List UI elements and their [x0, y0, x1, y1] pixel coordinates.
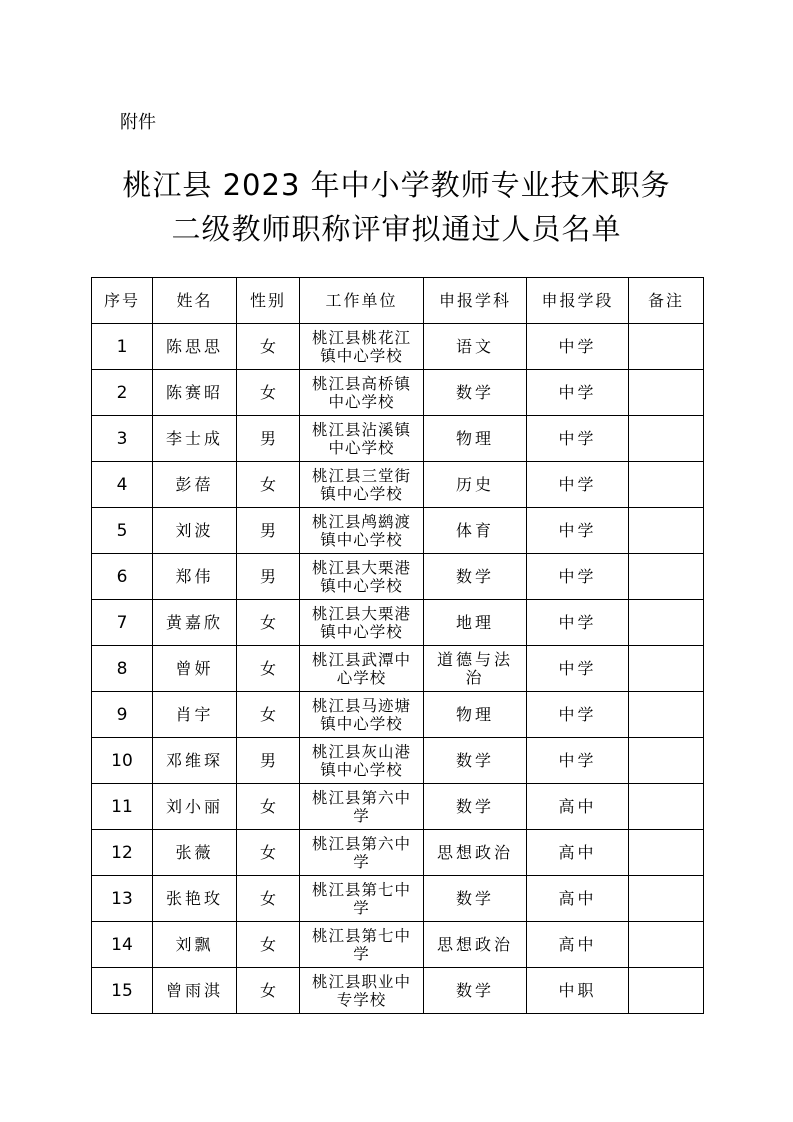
- table-row: [92, 646, 704, 692]
- cell-name: 张薇: [153, 830, 237, 876]
- cell-gender: 男: [237, 508, 300, 554]
- cell-note: [629, 600, 704, 646]
- table-row: [92, 554, 704, 600]
- cell-level: 中学: [527, 370, 629, 416]
- cell-gender: 女: [237, 646, 300, 692]
- cell-level: 中学: [527, 416, 629, 462]
- cell-number: 11: [92, 784, 153, 830]
- cell-name: 彭蓓: [153, 462, 237, 508]
- cell-work-unit: 桃江县第六中学: [300, 830, 424, 876]
- cell-name: 郑伟: [153, 554, 237, 600]
- cell-number: 7: [92, 600, 153, 646]
- cell-name: 刘小丽: [153, 784, 237, 830]
- cell-note: [629, 508, 704, 554]
- cell-work-unit: 桃江县高桥镇中心学校: [300, 370, 424, 416]
- cell-note: [629, 830, 704, 876]
- cell-note: [629, 462, 704, 508]
- attachment-label: 附件: [120, 112, 156, 133]
- cell-name: 邓维琛: [153, 738, 237, 784]
- cell-number: 1: [92, 324, 153, 370]
- cell-name: 陈赛昭: [153, 370, 237, 416]
- cell-gender: 女: [237, 692, 300, 738]
- cell-number: 5: [92, 508, 153, 554]
- cell-work-unit: 桃江县武潭中心学校: [300, 646, 424, 692]
- cell-note: [629, 370, 704, 416]
- cell-gender: 女: [237, 462, 300, 508]
- cell-subject: 数学: [424, 876, 527, 922]
- cell-subject: 道德与法治: [424, 646, 527, 692]
- cell-level: 中职: [527, 968, 629, 1014]
- cell-note: [629, 554, 704, 600]
- table-row: [92, 784, 704, 830]
- header-cell: 工作单位: [300, 278, 424, 324]
- cell-gender: 女: [237, 324, 300, 370]
- cell-work-unit: 桃江县沾溪镇中心学校: [300, 416, 424, 462]
- cell-subject: 地理: [424, 600, 527, 646]
- header-cell: 申报学段: [527, 278, 629, 324]
- cell-gender: 女: [237, 370, 300, 416]
- cell-number: 15: [92, 968, 153, 1014]
- cell-gender: 女: [237, 968, 300, 1014]
- candidate-table: [91, 277, 704, 1014]
- cell-subject: 数学: [424, 784, 527, 830]
- cell-subject: 体育: [424, 508, 527, 554]
- cell-note: [629, 738, 704, 784]
- cell-number: 9: [92, 692, 153, 738]
- cell-gender: 男: [237, 554, 300, 600]
- header-cell: 姓名: [153, 278, 237, 324]
- table-row: [92, 738, 704, 784]
- table-header-row: [92, 278, 704, 324]
- cell-number: 13: [92, 876, 153, 922]
- table-row: [92, 462, 704, 508]
- cell-gender: 男: [237, 416, 300, 462]
- cell-name: 曾妍: [153, 646, 237, 692]
- cell-level: 中学: [527, 646, 629, 692]
- cell-gender: 女: [237, 784, 300, 830]
- cell-level: 高中: [527, 922, 629, 968]
- cell-subject: 数学: [424, 554, 527, 600]
- header-cell: 申报学科: [424, 278, 527, 324]
- cell-work-unit: 桃江县三堂街镇中心学校: [300, 462, 424, 508]
- cell-subject: 数学: [424, 370, 527, 416]
- cell-work-unit: 桃江县灰山港镇中心学校: [300, 738, 424, 784]
- cell-subject: 语文: [424, 324, 527, 370]
- cell-note: [629, 646, 704, 692]
- table-row: [92, 600, 704, 646]
- cell-note: [629, 968, 704, 1014]
- cell-name: 黄嘉欣: [153, 600, 237, 646]
- cell-subject: 数学: [424, 738, 527, 784]
- cell-subject: 物理: [424, 416, 527, 462]
- cell-gender: 女: [237, 876, 300, 922]
- cell-note: [629, 876, 704, 922]
- cell-level: 高中: [527, 784, 629, 830]
- cell-level: 中学: [527, 738, 629, 784]
- table-row: [92, 922, 704, 968]
- table-row: [92, 968, 704, 1014]
- cell-note: [629, 922, 704, 968]
- cell-number: 12: [92, 830, 153, 876]
- cell-work-unit: 桃江县大栗港镇中心学校: [300, 554, 424, 600]
- cell-subject: 思想政治: [424, 922, 527, 968]
- cell-level: 中学: [527, 508, 629, 554]
- page-title-line2: 二级教师职称评审拟通过人员名单: [171, 212, 622, 246]
- cell-work-unit: 桃江县马迹塘镇中心学校: [300, 692, 424, 738]
- table-row: [92, 324, 704, 370]
- cell-subject: 物理: [424, 692, 527, 738]
- cell-gender: 男: [237, 738, 300, 784]
- cell-note: [629, 324, 704, 370]
- cell-number: 8: [92, 646, 153, 692]
- cell-work-unit: 桃江县大栗港镇中心学校: [300, 600, 424, 646]
- cell-name: 刘飘: [153, 922, 237, 968]
- cell-work-unit: 桃江县第七中学: [300, 922, 424, 968]
- cell-level: 中学: [527, 554, 629, 600]
- cell-note: [629, 784, 704, 830]
- cell-number: 14: [92, 922, 153, 968]
- cell-gender: 女: [237, 600, 300, 646]
- cell-level: 高中: [527, 830, 629, 876]
- cell-name: 刘波: [153, 508, 237, 554]
- cell-number: 10: [92, 738, 153, 784]
- cell-note: [629, 416, 704, 462]
- cell-subject: 数学: [424, 968, 527, 1014]
- table-row: [92, 508, 704, 554]
- cell-level: 中学: [527, 462, 629, 508]
- table-row: [92, 876, 704, 922]
- cell-work-unit: 桃江县鸬鹚渡镇中心学校: [300, 508, 424, 554]
- cell-name: 曾雨淇: [153, 968, 237, 1014]
- cell-work-unit: 桃江县桃花江镇中心学校: [300, 324, 424, 370]
- cell-gender: 女: [237, 830, 300, 876]
- cell-number: 3: [92, 416, 153, 462]
- table-row: [92, 370, 704, 416]
- table-row: [92, 692, 704, 738]
- cell-number: 2: [92, 370, 153, 416]
- cell-name: 李士成: [153, 416, 237, 462]
- cell-work-unit: 桃江县职业中专学校: [300, 968, 424, 1014]
- cell-note: [629, 692, 704, 738]
- cell-gender: 女: [237, 922, 300, 968]
- header-cell: 序号: [92, 278, 153, 324]
- cell-level: 中学: [527, 324, 629, 370]
- table-row: [92, 830, 704, 876]
- cell-name: 肖宇: [153, 692, 237, 738]
- cell-subject: 历史: [424, 462, 527, 508]
- cell-number: 6: [92, 554, 153, 600]
- cell-work-unit: 桃江县第六中学: [300, 784, 424, 830]
- table-row: [92, 416, 704, 462]
- cell-number: 4: [92, 462, 153, 508]
- cell-level: 中学: [527, 600, 629, 646]
- cell-level: 高中: [527, 876, 629, 922]
- cell-name: 张艳玫: [153, 876, 237, 922]
- cell-name: 陈思思: [153, 324, 237, 370]
- cell-level: 中学: [527, 692, 629, 738]
- header-cell: 性别: [237, 278, 300, 324]
- page-title-line1: 桃江县 2023 年中小学教师专业技术职务: [122, 168, 671, 202]
- header-cell: 备注: [629, 278, 704, 324]
- cell-work-unit: 桃江县第七中学: [300, 876, 424, 922]
- cell-subject: 思想政治: [424, 830, 527, 876]
